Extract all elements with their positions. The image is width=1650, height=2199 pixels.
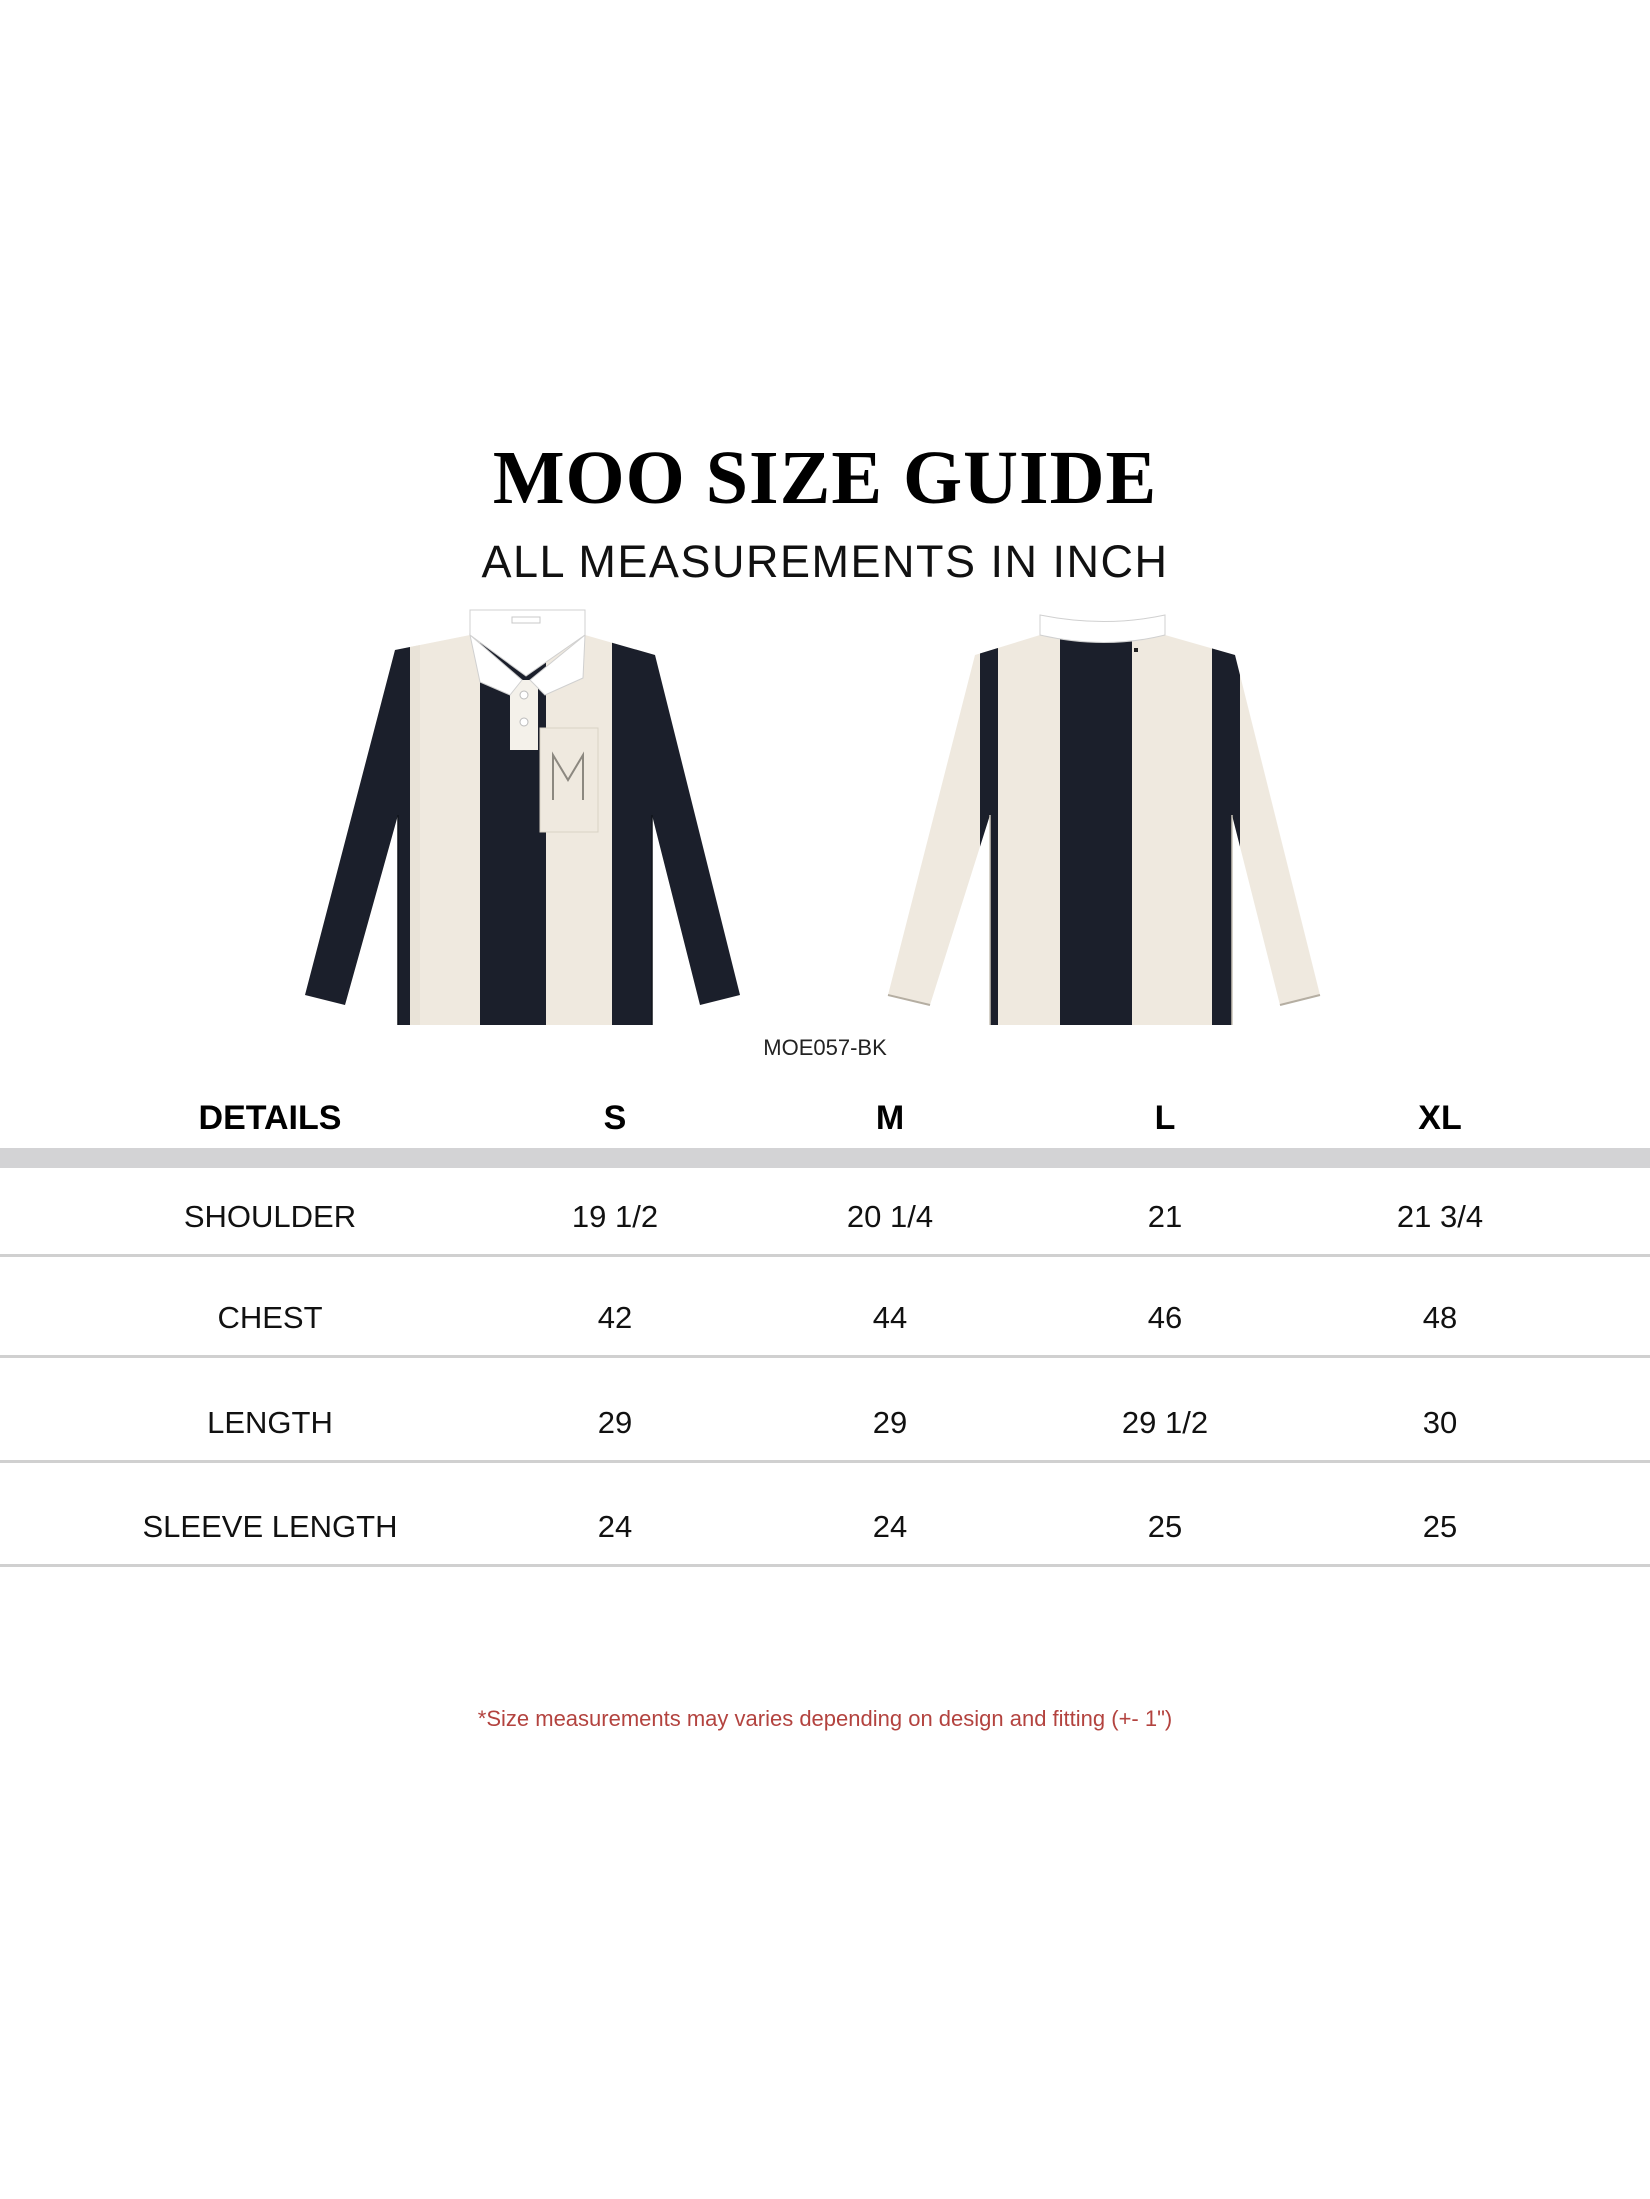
row-value-m: 20 1/4 xyxy=(846,1199,934,1234)
header-divider xyxy=(0,1148,1650,1168)
row-label: CHEST xyxy=(217,1300,323,1335)
header-size-xl: XL xyxy=(1418,1099,1462,1137)
size-disclaimer-note: *Size measurements may varies depending on design and fitting (+- 1") xyxy=(477,1706,1173,1731)
table-row xyxy=(0,1177,1650,1257)
header-size-s: S xyxy=(603,1099,627,1137)
row-value-l: 25 xyxy=(1147,1509,1183,1544)
row-value-l: 46 xyxy=(1147,1300,1183,1335)
row-divider xyxy=(0,1254,1650,1257)
row-value-xl: 25 xyxy=(1422,1509,1458,1544)
table-row xyxy=(0,1383,1650,1463)
row-value-xl: 21 3/4 xyxy=(1396,1199,1484,1234)
header-details: DETAILS xyxy=(198,1099,342,1137)
shirt-back-image xyxy=(880,600,1330,1030)
product-sku: MOE057-BK xyxy=(763,1035,887,1060)
row-value-m: 44 xyxy=(872,1300,908,1335)
row-value-m: 24 xyxy=(872,1509,908,1544)
table-row xyxy=(0,1487,1650,1567)
row-divider xyxy=(0,1564,1650,1567)
header-size-m: M xyxy=(875,1099,905,1137)
row-value-s: 42 xyxy=(597,1300,633,1335)
table-row xyxy=(0,1278,1650,1358)
shirt-front-image xyxy=(300,600,750,1030)
table-header xyxy=(0,1090,1650,1146)
row-label: SHOULDER xyxy=(183,1199,357,1234)
page-title: MOO SIZE GUIDE xyxy=(492,436,1158,520)
row-divider xyxy=(0,1355,1650,1358)
row-label: SLEEVE LENGTH xyxy=(142,1509,398,1544)
page-subtitle: ALL MEASUREMENTS IN INCH xyxy=(481,536,1169,587)
row-value-s: 24 xyxy=(597,1509,633,1544)
row-value-s: 29 xyxy=(597,1405,633,1440)
row-value-xl: 48 xyxy=(1422,1300,1458,1335)
header-size-l: L xyxy=(1154,1099,1176,1137)
row-value-l: 29 1/2 xyxy=(1121,1405,1209,1440)
row-value-l: 21 xyxy=(1147,1199,1183,1234)
row-value-s: 19 1/2 xyxy=(571,1199,659,1234)
row-label: LENGTH xyxy=(207,1405,333,1440)
row-value-m: 29 xyxy=(872,1405,908,1440)
row-value-xl: 30 xyxy=(1422,1405,1458,1440)
row-divider xyxy=(0,1460,1650,1463)
